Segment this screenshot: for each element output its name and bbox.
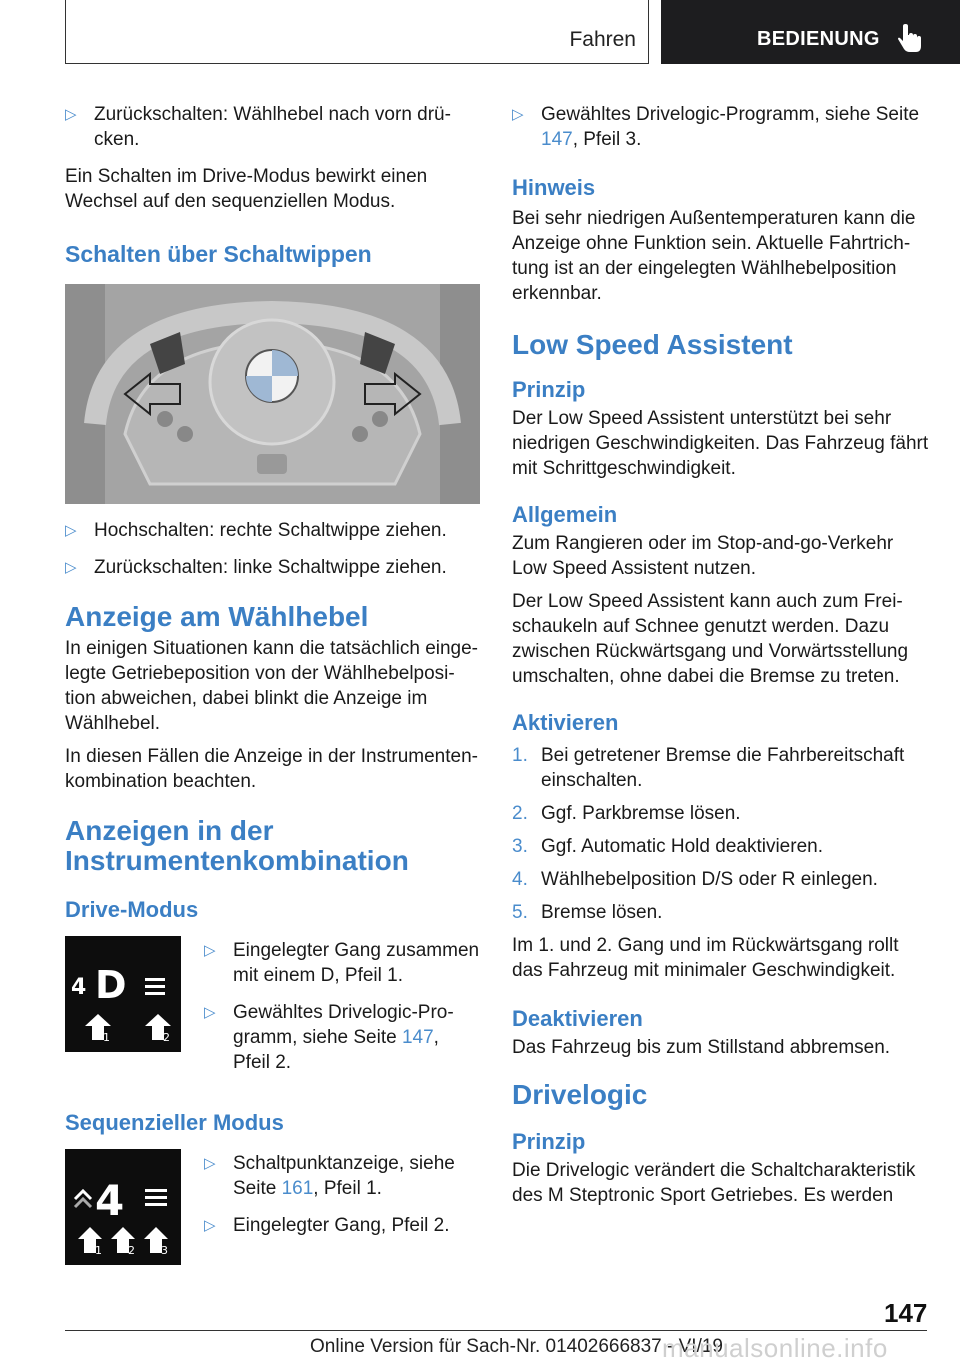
svg-text:3: 3 xyxy=(161,1244,168,1257)
list-item: ▷ Hochschalten: rechte Schaltwippe ziehen. xyxy=(65,520,447,541)
paragraph: In diesen Fällen die Anzeige in der Instrumenten-kombination beachten. xyxy=(65,746,478,792)
heading-principle-2: Prinzip xyxy=(512,1129,586,1154)
heading-principle: Prinzip xyxy=(512,377,586,402)
sequential-mode-figure xyxy=(65,1149,480,1265)
heading-paddles: Schalten über Schaltwippen xyxy=(65,241,372,267)
heading-general: Allgemein xyxy=(512,502,618,527)
svg-text:2: 2 xyxy=(128,1244,135,1257)
gear-number: 4 xyxy=(71,975,87,1000)
triangle-bullet-icon: ▷ xyxy=(204,1217,216,1234)
heading-drivelogic: Drivelogic xyxy=(512,1079,648,1110)
header-chapter-box xyxy=(661,0,960,64)
triangle-bullet-icon: ▷ xyxy=(65,106,77,123)
header-section-label: Fahren xyxy=(569,28,636,51)
paragraph: Die Drivelogic verändert die Schaltcharakteristik des M Steptronic Sport Getriebes. Es werden xyxy=(512,1160,916,1206)
hand-pointer-icon xyxy=(897,24,923,54)
svg-text:2: 2 xyxy=(163,1031,170,1044)
page-link[interactable]: 161 xyxy=(281,1178,314,1199)
page-link[interactable]: 147 xyxy=(401,1027,434,1048)
drive-mode-display-image xyxy=(65,936,181,1052)
header-section-box xyxy=(65,0,649,64)
drive-mode-figure xyxy=(65,936,480,1087)
paragraph: Zum Rangieren oder im Stop-and-go-Verkehr Low Speed Assistent nutzen. xyxy=(512,533,894,579)
page-number: 147 xyxy=(884,1298,928,1328)
right-column xyxy=(512,102,932,1216)
heading-instrument-displays: Anzeigen in der Instrumentenkombination xyxy=(65,815,409,876)
heading-note: Hinweis xyxy=(512,175,596,200)
list-item: 1. Bei getretener Bremse die Fahrbereitschaft einschalten. xyxy=(512,745,905,791)
heading-drive-mode: Drive-Modus xyxy=(65,897,199,922)
list-item: ▷ Schaltpunktanzeige, siehe Seite 161, Pfeil 1. xyxy=(204,1153,455,1199)
triangle-bullet-icon: ▷ xyxy=(65,559,77,576)
list-item: ▷ Zurückschalten: linke Schaltwippe ziehen. xyxy=(65,557,447,578)
heading-sequential-mode: Sequenzieller Modus xyxy=(65,1110,284,1135)
list-item: 5. Bremse lösen. xyxy=(512,902,663,923)
mode-letter: D xyxy=(95,963,127,1007)
paragraph: Das Fahrzeug bis zum Stillstand abbremsen. xyxy=(512,1037,891,1058)
triangle-bullet-icon: ▷ xyxy=(204,1155,216,1172)
sequential-mode-display-image xyxy=(65,1149,181,1265)
list-item: 4. Wählhebelposition D/S oder R einlegen. xyxy=(512,869,878,890)
steering-wheel-image xyxy=(65,284,480,504)
paragraph: Bei sehr niedrigen Außentemperaturen kann die Anzeige ohne Funktion sein. Aktuelle Fahrtrich-tung ist an der eingelegten Wählhebelposition erkennbar. xyxy=(512,208,916,304)
watermark-logo: manualsonline.info xyxy=(662,1333,888,1363)
heading-low-speed-assistant: Low Speed Assistent xyxy=(512,329,793,360)
list-item: ▷ Eingelegter Gang zusammen mit einem D, Pfeil 1. xyxy=(204,940,480,986)
list-item: ▷ Zurückschalten: Wählhebel nach vorn drü-cken. xyxy=(65,104,451,150)
svg-text:1: 1 xyxy=(103,1031,110,1044)
heading-selector-display: Anzeige am Wählhebel xyxy=(65,601,369,632)
list-item: ▷ Gewähltes Drivelogic-Pro-gramm, siehe Seite 147, Pfeil 2. xyxy=(204,1002,454,1073)
heading-deactivate: Deaktivieren xyxy=(512,1006,643,1031)
triangle-bullet-icon: ▷ xyxy=(204,942,216,959)
header-chapter-label: BEDIENUNG xyxy=(757,28,880,50)
steps-list xyxy=(512,743,932,925)
paragraph: Der Low Speed Assistent unterstützt bei sehr niedrigen Geschwindigkeiten. Das Fahrzeug fährt mit Schrittgeschwindigkeit. xyxy=(512,408,929,479)
list-item: 2. Ggf. Parkbremse lösen. xyxy=(512,803,741,824)
heading-activate: Aktivieren xyxy=(512,710,619,735)
list-item: ▷ Eingelegter Gang, Pfeil 2. xyxy=(204,1215,450,1236)
svg-text:1: 1 xyxy=(95,1244,102,1257)
page-link[interactable]: 147 xyxy=(541,129,573,150)
gear-number: 4 xyxy=(95,1176,125,1225)
triangle-bullet-icon: ▷ xyxy=(204,1004,216,1021)
list-item: ▷ Gewähltes Drivelogic-Programm, siehe Seite 147, Pfeil 3. xyxy=(512,104,920,150)
left-column xyxy=(65,102,480,1281)
paragraph: Der Low Speed Assistent kann auch zum Frei-schaukeln auf Schnee genutzt werden. Dazu zwischen Rückwärtsgang und Vorwärtsstellung umschalten, ohne dabei die Bremse zu treten. xyxy=(512,591,909,687)
triangle-bullet-icon: ▷ xyxy=(512,106,524,123)
triangle-bullet-icon: ▷ xyxy=(65,522,77,539)
footer-divider xyxy=(65,1330,927,1331)
list-item: 3. Ggf. Automatic Hold deaktivieren. xyxy=(512,836,823,857)
paragraph: In einigen Situationen kann die tatsächlich einge-legte Getriebeposition von der Wählhebelposi-tion abweichen, dabei blinkt die Anzeige im Wählhebel. xyxy=(65,638,479,734)
paragraph: Im 1. und 2. Gang und im Rückwärtsgang rollt das Fahrzeug mit minimaler Geschwindigkeit. xyxy=(512,935,899,981)
paragraph: Ein Schalten im Drive-Modus bewirkt einen Wechsel auf den sequenziellen Modus. xyxy=(65,166,428,212)
footer-online-version: Online Version für Sach-Nr. 01402666837 - VI/19 xyxy=(310,1336,723,1357)
